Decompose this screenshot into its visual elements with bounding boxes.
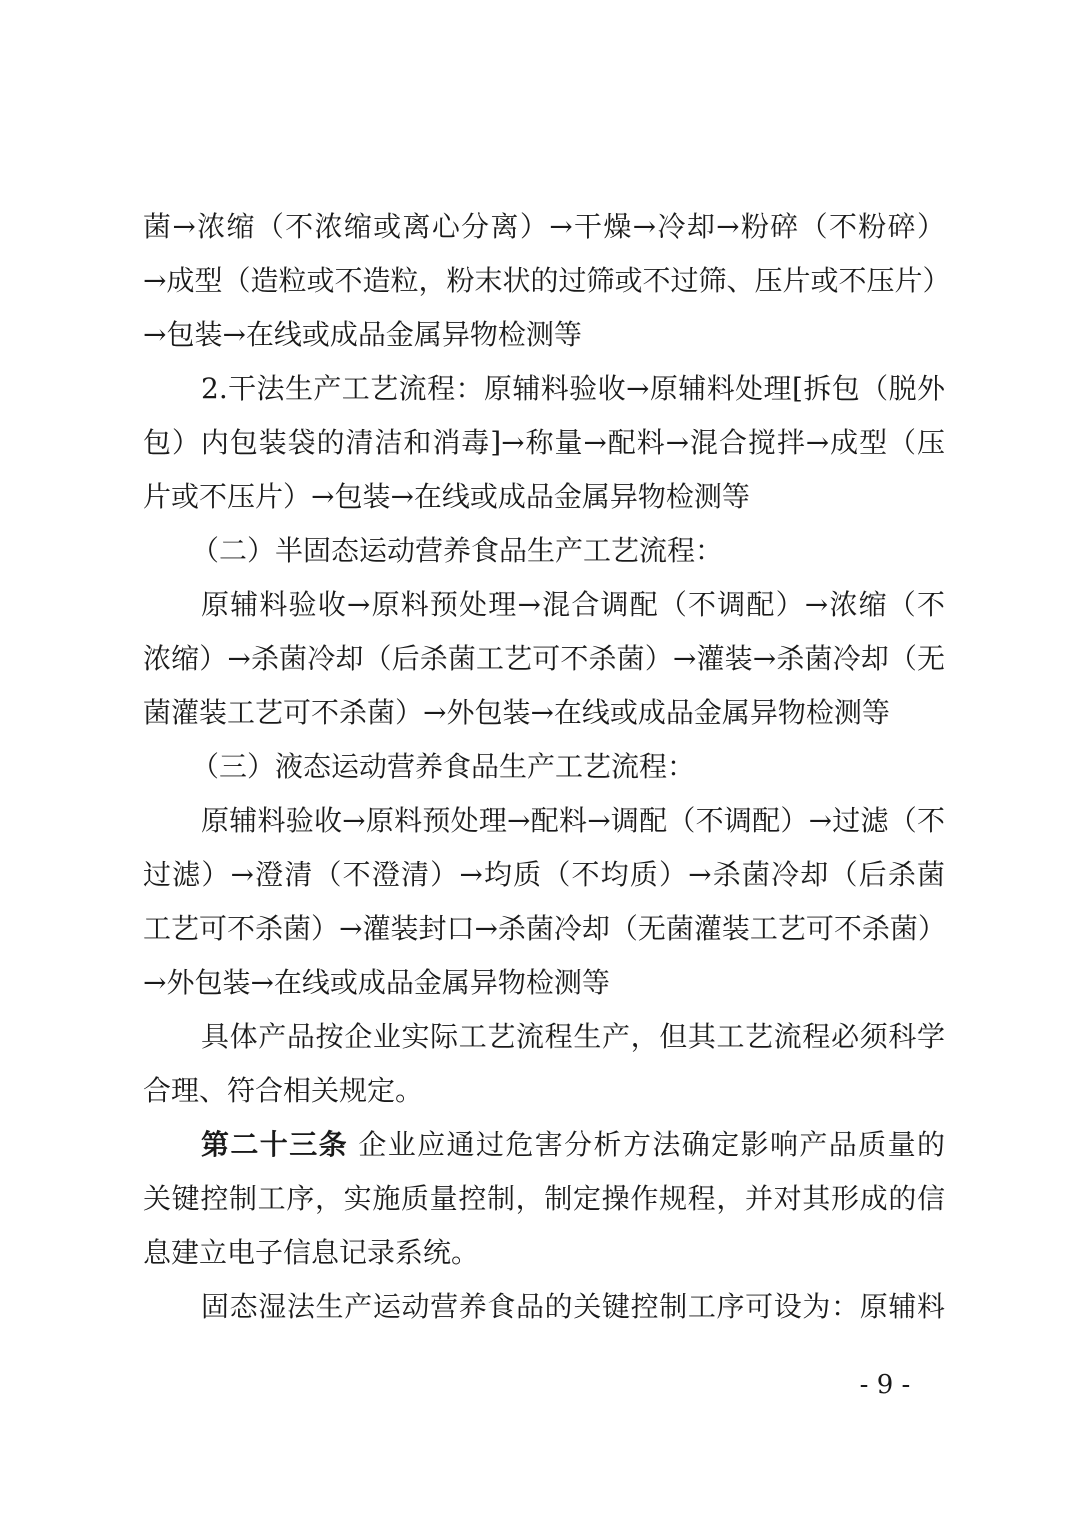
text-line: 片或不压片）→包装→在线或成品金属异物检测等 — [143, 480, 750, 513]
section-heading: （三）液态运动营养食品生产工艺流程： — [191, 750, 696, 783]
text-line: 息建立电子信息记录系统。 — [143, 1236, 480, 1269]
text-line: 固态湿法生产运动营养食品的关键控制工序可设为：原辅料 — [201, 1290, 945, 1323]
section-heading: （二）半固态运动营养食品生产工艺流程： — [191, 534, 724, 567]
text-line: 浓缩）→杀菌冷却（后杀菌工艺可不杀菌）→灌装→杀菌冷却（无 — [143, 642, 945, 675]
text-line: →外包装→在线或成品金属异物检测等 — [143, 966, 610, 999]
text-line: 菌灌装工艺可不杀菌）→外包装→在线或成品金属异物检测等 — [143, 696, 890, 729]
article-line — [143, 1118, 945, 1172]
text-line: 2.干法生产工艺流程：原辅料验收→原辅料处理[拆包（脱外 — [201, 372, 945, 405]
text-line: 合理、符合相关规定。 — [143, 1074, 424, 1107]
text-line: →成型（造粒或不造粒，粉末状的过筛或不过筛、压片或不压片） — [143, 264, 951, 297]
text-line: 包）内包装袋的清洁和消毒]→称量→配料→混合搅拌→成型（压 — [143, 426, 945, 459]
text-line: 原辅料验收→原料预处理→混合调配（不调配）→浓缩（不 — [201, 588, 945, 621]
text-line: 原辅料验收→原料预处理→配料→调配（不调配）→过滤（不 — [201, 804, 945, 837]
text-line: 工艺可不杀菌）→灌装封口→杀菌冷却（无菌灌装工艺可不杀菌） — [143, 912, 946, 945]
document-body — [143, 200, 951, 1334]
article-heading: 第二十三条 — [201, 1128, 349, 1161]
text-line: 关键控制工序，实施质量控制，制定操作规程，并对其形成的信 — [143, 1182, 945, 1215]
page-number: - 9 - — [859, 1370, 911, 1400]
text-line: 过滤）→澄清（不澄清）→均质（不均质）→杀菌冷却（后杀菌 — [143, 858, 945, 891]
article-text: 企业应通过危害分析方法确定影响产品质量的 — [358, 1128, 945, 1161]
text-line: 具体产品按企业实际工艺流程生产，但其工艺流程必须科学 — [201, 1020, 945, 1053]
text-line: 菌→浓缩（不浓缩或离心分离）→干燥→冷却→粉碎（不粉碎） — [143, 210, 945, 243]
text-line: →包装→在线或成品金属异物检测等 — [143, 318, 582, 351]
